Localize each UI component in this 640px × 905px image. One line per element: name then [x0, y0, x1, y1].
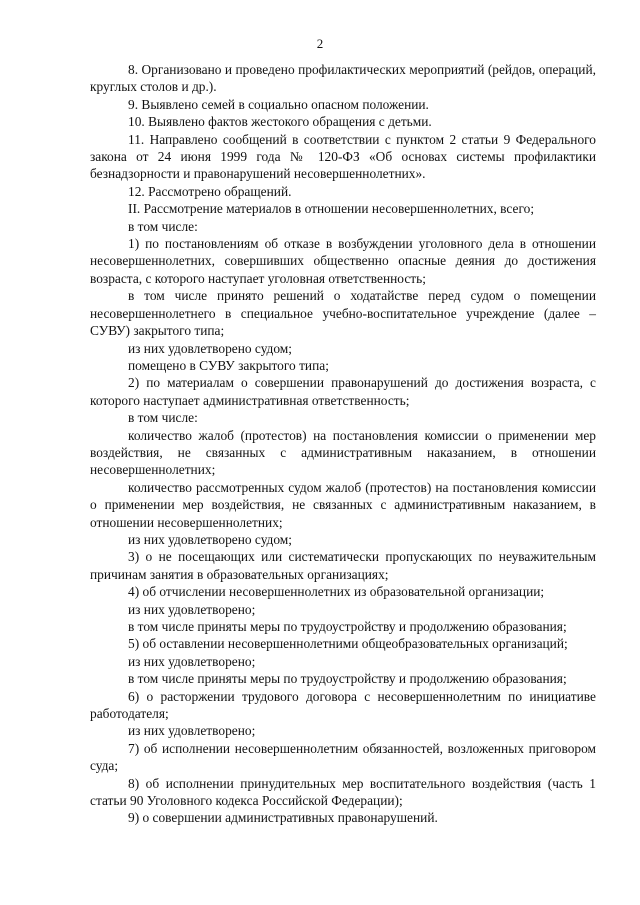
- subitem-5-measures: в том числе приняты меры по трудоустройству и продолжению образования;: [128, 671, 567, 687]
- subitem-1: 1) по постановлениям об отказе в возбуждении уголовного дела в отношении несовершеннолетних, совершивших общественно опасные деяния до достижения возраста, с которого наступает уголовная ответственность;: [90, 236, 596, 286]
- paragraph-including: в том числе:: [128, 218, 198, 234]
- subitem-9: 9) о совершении административных правонарушений.: [128, 810, 438, 826]
- subitem-2: 2) по материалам о совершении правонарушений до достижения возраста, с которого наступает административная ответственность;: [90, 375, 596, 408]
- subitem-2-complaints: количество жалоб (протестов) на постановления комиссии о применении мер воздействия, не связанных с административным наказанием, в отношении несовершеннолетних;: [90, 427, 596, 478]
- subitem-3: 3) о не посещающих или систематически пропускающих по неуважительным причинам занятия в образовательных организациях;: [90, 549, 596, 582]
- subitem-4-measures: в том числе приняты меры по трудоустройству и продолжению образования;: [128, 619, 567, 634]
- subitem-1-placed: помещено в СУВУ закрытого типа;: [128, 357, 329, 373]
- subitem-6-satisfied: из них удовлетворено;: [128, 723, 256, 739]
- subitem-7: 7) об исполнении несовершеннолетним обязанностей, возложенных приговором суда;: [90, 740, 596, 774]
- subitem-2-court-complaints: количество рассмотренных судом жалоб (протестов) на постановления комиссии о применении мер воздействия, не связанных с административным наказанием, в отношении несовершеннолетних;: [90, 479, 596, 530]
- subitem-5-satisfied: из них удовлетворено;: [128, 653, 256, 669]
- subitem-1-satisfied: из них удовлетворено судом;: [128, 340, 293, 356]
- subitem-1-detail: в том числе принято решений о ходатайстве перед судом о помещении несовершеннолетнего в специальное учебно-воспитательное учреждение (далее – СУВУ) закрытого типа;: [90, 288, 596, 339]
- page-number: 2: [316, 36, 324, 51]
- document-body: [90, 61, 596, 827]
- subitem-5: 5) об оставлении несовершеннолетними общеобразовательных организаций;: [128, 636, 568, 652]
- paragraph-item-10: 10. Выявлено фактов жестокого обращения с детьми.: [128, 114, 432, 130]
- subitem-4: 4) об отчислении несовершеннолетних из образовательной организации;: [128, 584, 545, 600]
- paragraph-item-11: 11. Направлено сообщений в соответствии с пунктом 2 статьи 9 Федерального закона от 24 июня 1999 года № 120-ФЗ «Об основах системы профилактики безнадзорности и правонарушений несовершеннолетних».: [90, 131, 596, 182]
- subitem-2-including: в том числе:: [128, 410, 198, 426]
- subitem-4-satisfied: из них удовлетворено;: [128, 601, 256, 617]
- paragraph-item-8: 8. Организовано и проведено профилактических мероприятий (рейдов, операций, круглых столов и др.).: [90, 62, 596, 95]
- paragraph-item-9: 9. Выявлено семей в социально опасном положении.: [128, 96, 429, 112]
- section-heading: II. Рассмотрение материалов в отношении несовершеннолетних, всего;: [128, 201, 535, 217]
- paragraph-item-12: 12. Рассмотрено обращений.: [128, 183, 292, 199]
- subitem-8: 8) об исполнении принудительных мер воспитательного воздействия (часть 1 статьи 90 Уголовного кодекса Российской Федерации);: [90, 775, 596, 809]
- subitem-6: 6) о расторжении трудового договора с несовершеннолетним по инициативе работодателя;: [90, 688, 596, 722]
- subitem-2-satisfied: из них удовлетворено судом;: [128, 531, 293, 547]
